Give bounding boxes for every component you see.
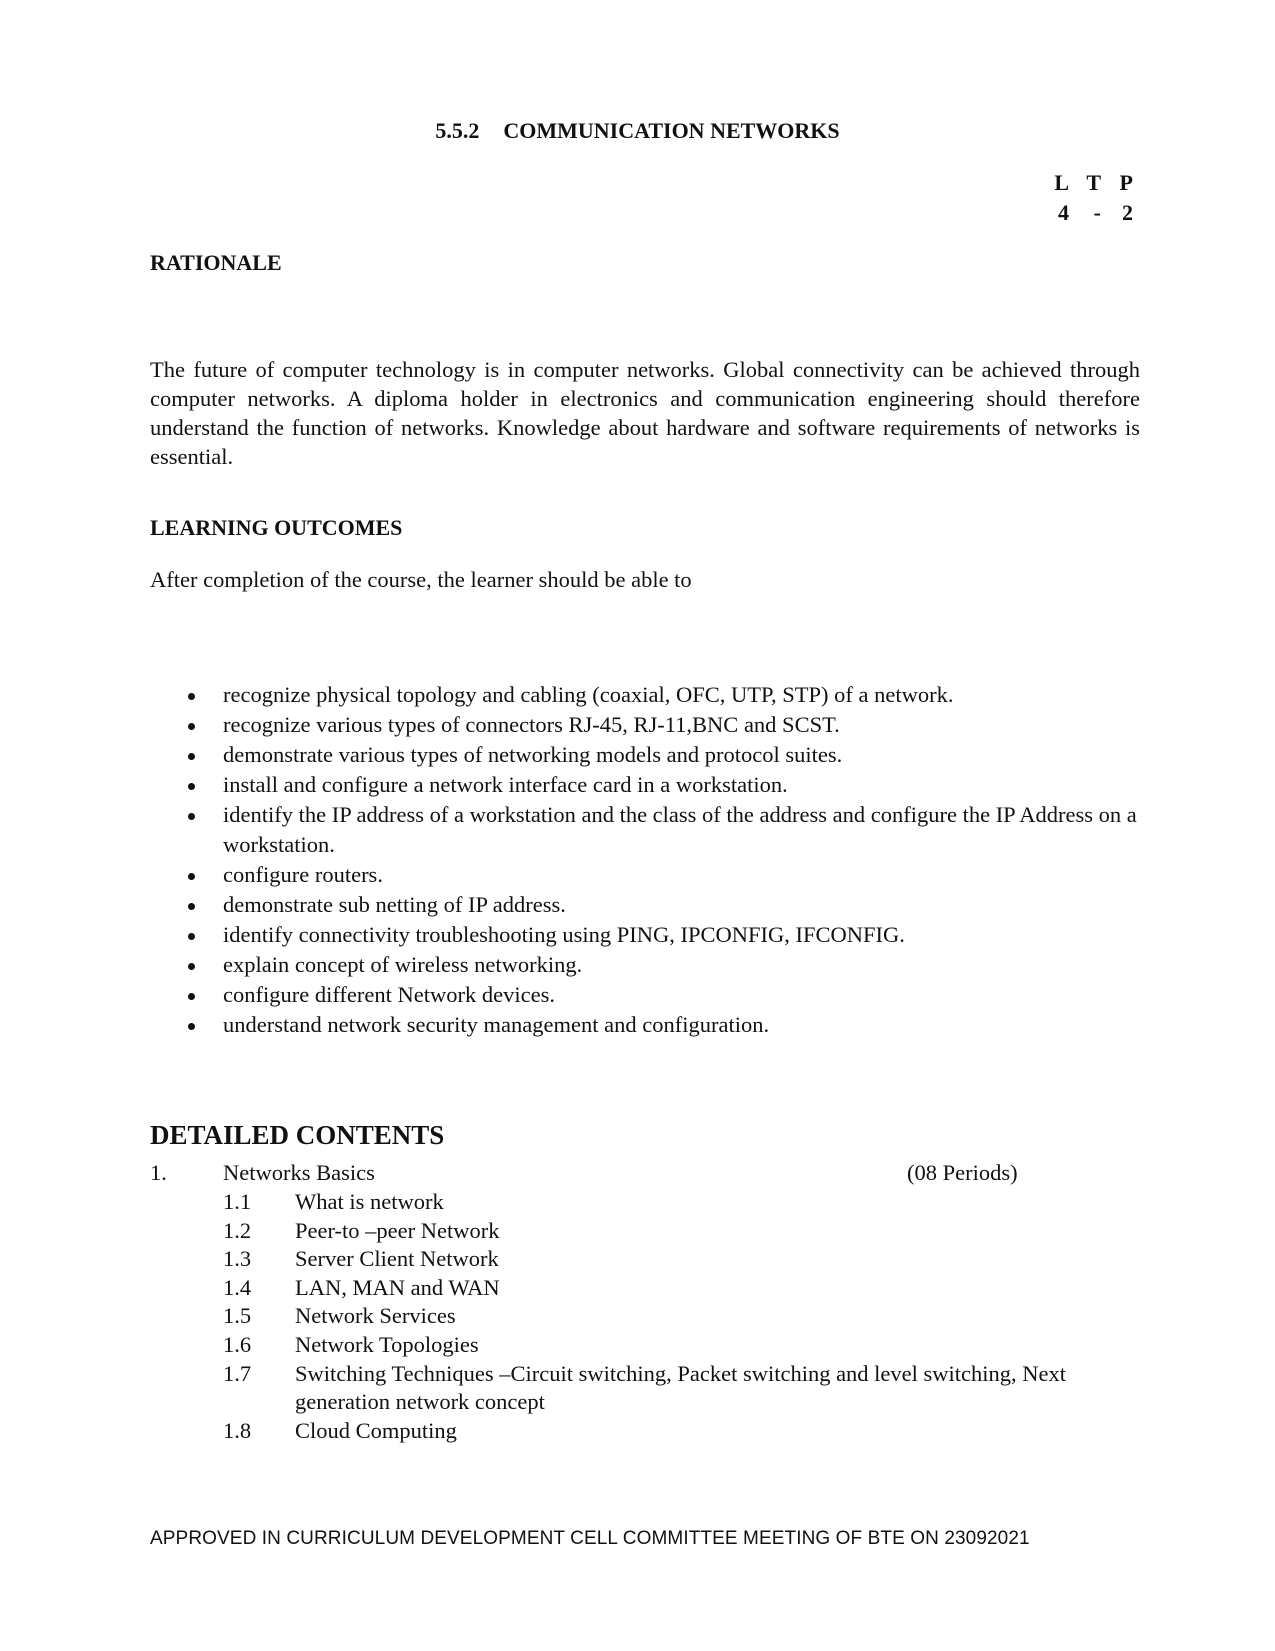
list-item: understand network security management and configuration. [150, 1010, 1140, 1040]
bullet-icon [188, 753, 195, 760]
topic-text: Switching Techniques –Circuit switching, Packet switching and level switching, Next generation network concept [295, 1360, 1067, 1415]
topic-item [223, 1274, 1123, 1303]
topic-item [223, 1417, 1123, 1446]
topic-text: Network Topologies [295, 1331, 479, 1357]
topic-item [223, 1217, 1123, 1246]
bullet-icon [188, 993, 195, 1000]
detailed-contents-heading: DETAILED CONTENTS [150, 1120, 445, 1150]
topic-number: 1.3 [223, 1246, 252, 1272]
list-item: identify the IP address of a workstation and the class of the address and configure the IP Address on a workstation. [150, 800, 1140, 860]
learning-outcomes-list [150, 680, 1140, 1040]
topic-text: Cloud Computing [295, 1417, 457, 1443]
title-text: COMMUNICATION NETWORKS [503, 118, 840, 143]
topic-text: What is network [295, 1189, 444, 1214]
bullet-icon [188, 813, 195, 820]
ltp-value-p: 2 [1122, 200, 1133, 225]
list-item: recognize various types of connectors RJ-45, RJ-11,BNC and SCST. [150, 710, 1140, 740]
topic-item [223, 1360, 1123, 1417]
topic-item [223, 1188, 1123, 1217]
ltp-values [1037, 200, 1133, 226]
topic-item [223, 1245, 1123, 1274]
ltp-headers [1037, 170, 1133, 196]
bullet-icon [188, 903, 195, 910]
bullet-icon [188, 963, 195, 970]
topic-item [223, 1331, 1123, 1360]
list-item: explain concept of wireless networking. [150, 950, 1140, 980]
list-item: demonstrate sub netting of IP address. [150, 890, 1140, 920]
topic-item [223, 1302, 1123, 1331]
list-item: recognize physical topology and cabling (coaxial, OFC, UTP, STP) of a network. [150, 680, 1140, 710]
topic-number: 1.1 [223, 1189, 252, 1214]
bullet-icon [188, 933, 195, 940]
ltp-value-t: - [1093, 200, 1101, 225]
unit-periods: (08 Periods) [907, 1160, 1018, 1185]
ltp-header-l: L [1054, 170, 1069, 195]
bullet-icon [188, 783, 195, 790]
topic-number: 1.2 [223, 1217, 252, 1243]
rationale-heading: RATIONALE [150, 250, 282, 275]
bullet-icon [188, 693, 195, 700]
bullet-icon [188, 723, 195, 730]
ltp-header-t: T [1086, 170, 1101, 195]
topic-number: 1.7 [223, 1360, 252, 1386]
topic-number: 1.5 [223, 1303, 252, 1329]
topic-text: Server Client Network [295, 1246, 499, 1272]
topic-text: Network Services [295, 1303, 456, 1329]
title-number: 5.5.2 [435, 118, 480, 143]
unit-number: 1. [150, 1160, 167, 1185]
topic-number: 1.4 [223, 1274, 252, 1300]
bullet-icon [188, 873, 195, 880]
topic-number: 1.6 [223, 1331, 252, 1357]
learning-outcomes-heading: LEARNING OUTCOMES [150, 515, 403, 540]
ltp-value-l: 4 [1058, 200, 1069, 225]
page-title [0, 118, 1275, 144]
topic-text: Peer-to –peer Network [295, 1217, 500, 1243]
rationale-text: The future of computer technology is in computer networks. Global connectivity can be achieved through computer networks. A diploma holder in electronics and communication engineering should therefore understand the function of networks. Knowledge about hardware and software requirements of networks is essential. [150, 357, 1140, 469]
unit-topics-list [223, 1188, 1123, 1445]
learning-outcomes-intro: After completion of the course, the learner should be able to [150, 567, 692, 592]
list-item: identify connectivity troubleshooting using PING, IPCONFIG, IFCONFIG. [150, 920, 1140, 950]
list-item: install and configure a network interface card in a workstation. [150, 770, 1140, 800]
list-item: configure routers. [150, 860, 1140, 890]
unit-name: Networks Basics [223, 1160, 375, 1185]
topic-text: LAN, MAN and WAN [295, 1274, 500, 1300]
bullet-icon [188, 1023, 195, 1030]
ltp-header-p: P [1119, 170, 1133, 195]
topic-number: 1.8 [223, 1417, 252, 1443]
page-footer: APPROVED IN CURRICULUM DEVELOPMENT CELL COMMITTEE MEETING OF BTE ON 23092021 [150, 1528, 1030, 1549]
list-item: configure different Network devices. [150, 980, 1140, 1010]
list-item: demonstrate various types of networking models and protocol suites. [150, 740, 1140, 770]
